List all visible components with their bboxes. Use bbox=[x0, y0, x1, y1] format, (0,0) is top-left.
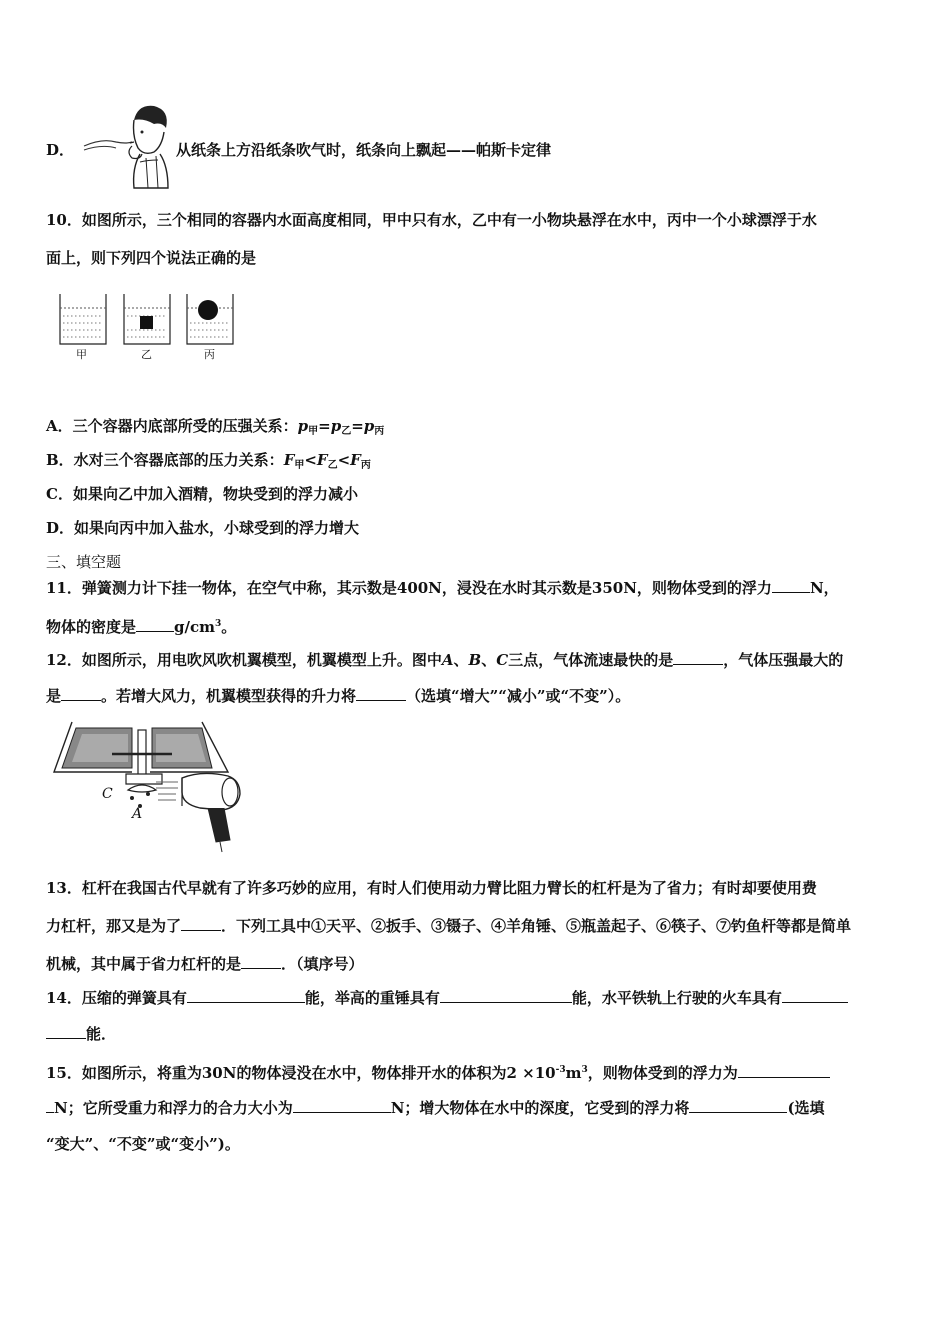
q12-blank-2[interactable] bbox=[61, 686, 101, 701]
q12-blank-1[interactable] bbox=[673, 650, 723, 665]
q14-line2: 能． bbox=[46, 1024, 116, 1044]
q14-blank-2[interactable] bbox=[440, 988, 572, 1003]
container-bing bbox=[187, 294, 233, 344]
figure-label-a: A bbox=[132, 806, 143, 822]
label-bing: 丙 bbox=[204, 348, 215, 361]
q13-blank-1[interactable] bbox=[181, 916, 221, 931]
q10-option-c: C．如果向乙中加入酒精，物块受到的浮力减小 bbox=[46, 485, 358, 503]
q12-blank-3[interactable] bbox=[356, 686, 406, 701]
q15-blank-1[interactable] bbox=[738, 1063, 830, 1078]
q11-blank-1[interactable] bbox=[772, 578, 810, 593]
q14-blank-3-cont[interactable] bbox=[46, 1024, 86, 1039]
container-yi bbox=[124, 294, 170, 344]
q10-line2: 面上，则下列四个说法正确的是 bbox=[46, 249, 257, 267]
boy-blowing-illustration bbox=[82, 102, 172, 190]
q13-line3: 机械，其中属于省力杠杆的是 ．（填序号） bbox=[46, 955, 364, 973]
q10-line1: 10．如图所示，三个相同的容器内水面高度相同，甲中只有水，乙中有一小物块悬浮在水中，丙中一个小球漂浮于水 bbox=[46, 211, 817, 229]
q15-blank-3[interactable] bbox=[689, 1098, 787, 1113]
section-title-fill-blank: 三、填空题 bbox=[46, 553, 122, 571]
q10-option-a: A．三个容器内底部所受的压强关系：$p_甲=p_乙=p_丙$ bbox=[46, 417, 385, 437]
wing-model-hairdryer-figure bbox=[52, 718, 252, 854]
q9-option-d bbox=[46, 140, 74, 160]
q14-blank-1[interactable] bbox=[187, 988, 305, 1003]
q9-option-d-text: 从纸条上方沿纸条吹气时，纸条向上飘起——帕斯卡定律 bbox=[176, 141, 552, 159]
q13-blank-2[interactable] bbox=[241, 954, 281, 969]
figure-label-c: C bbox=[102, 786, 113, 802]
q13-line2: 力杠杆，那又是为了 ．下列工具中①天平、②扳手、③镊子、④羊角锤、⑤瓶盖起子、⑥筷子、⑦钓鱼杆等都是简单 bbox=[46, 917, 852, 935]
container-jia bbox=[60, 294, 106, 344]
q12-line1: 12．如图所示，用电吹风吹机翼模型，机翼模型上升。图中A、B、C三点，气体流速最快的是 ，气体压强最大的 bbox=[46, 651, 844, 669]
q15-line3: “变大”、“不变”或“变小”)。 bbox=[46, 1135, 240, 1153]
q11-line1: 11．弹簧测力计下挂一物体，在空气中称，其示数是400N，浸没在水时其示数是350N，则物体受到的浮力 N， bbox=[46, 579, 839, 597]
label-yi: 乙 bbox=[141, 348, 152, 361]
q12-line2: 是 。若增大风力，机翼模型获得的升力将 （选填“增大”“减小”或“不变”）。 bbox=[46, 687, 631, 705]
q14-line1: 14．压缩的弹簧具有 能，举高的重锤具有 能，水平铁轨上行驶的火车具有 bbox=[46, 988, 848, 1008]
q15-blank-2[interactable] bbox=[293, 1098, 391, 1113]
q11-line2: 物体的密度是 $g/cm^3$。 bbox=[46, 618, 237, 636]
q15-line2: N；它所受重力和浮力的合力大小为 N；增大物体在水中的深度，它受到的浮力将 (选填 bbox=[46, 1098, 825, 1118]
q10-option-d: D．如果向丙中加入盐水，小球受到的浮力增大 bbox=[46, 519, 360, 537]
q11-blank-2[interactable] bbox=[136, 617, 174, 632]
label-jia: 甲 bbox=[76, 348, 87, 361]
q15-line1: 15．如图所示，将重为30N的物体浸没在水中，物体排开水的体积为$2 \times 10^{-3}m^3$，则物体受到的浮力为 bbox=[46, 1060, 830, 1083]
option-label: D． bbox=[46, 141, 75, 159]
q14-blank-3[interactable] bbox=[782, 988, 848, 1003]
q13-line1: 13．杠杆在我国古代早就有了许多巧妙的应用，有时人们使用动力臂比阻力臂长的杠杆是为了省力；有时却要使用费 bbox=[46, 879, 817, 897]
q10-option-b: B．水对三个容器底部的压力关系：$F_甲<F_乙<F_丙$ bbox=[46, 451, 371, 471]
suspended-block bbox=[140, 316, 153, 329]
q15-blank-1-cont[interactable] bbox=[46, 1098, 54, 1113]
floating-ball bbox=[198, 300, 218, 320]
